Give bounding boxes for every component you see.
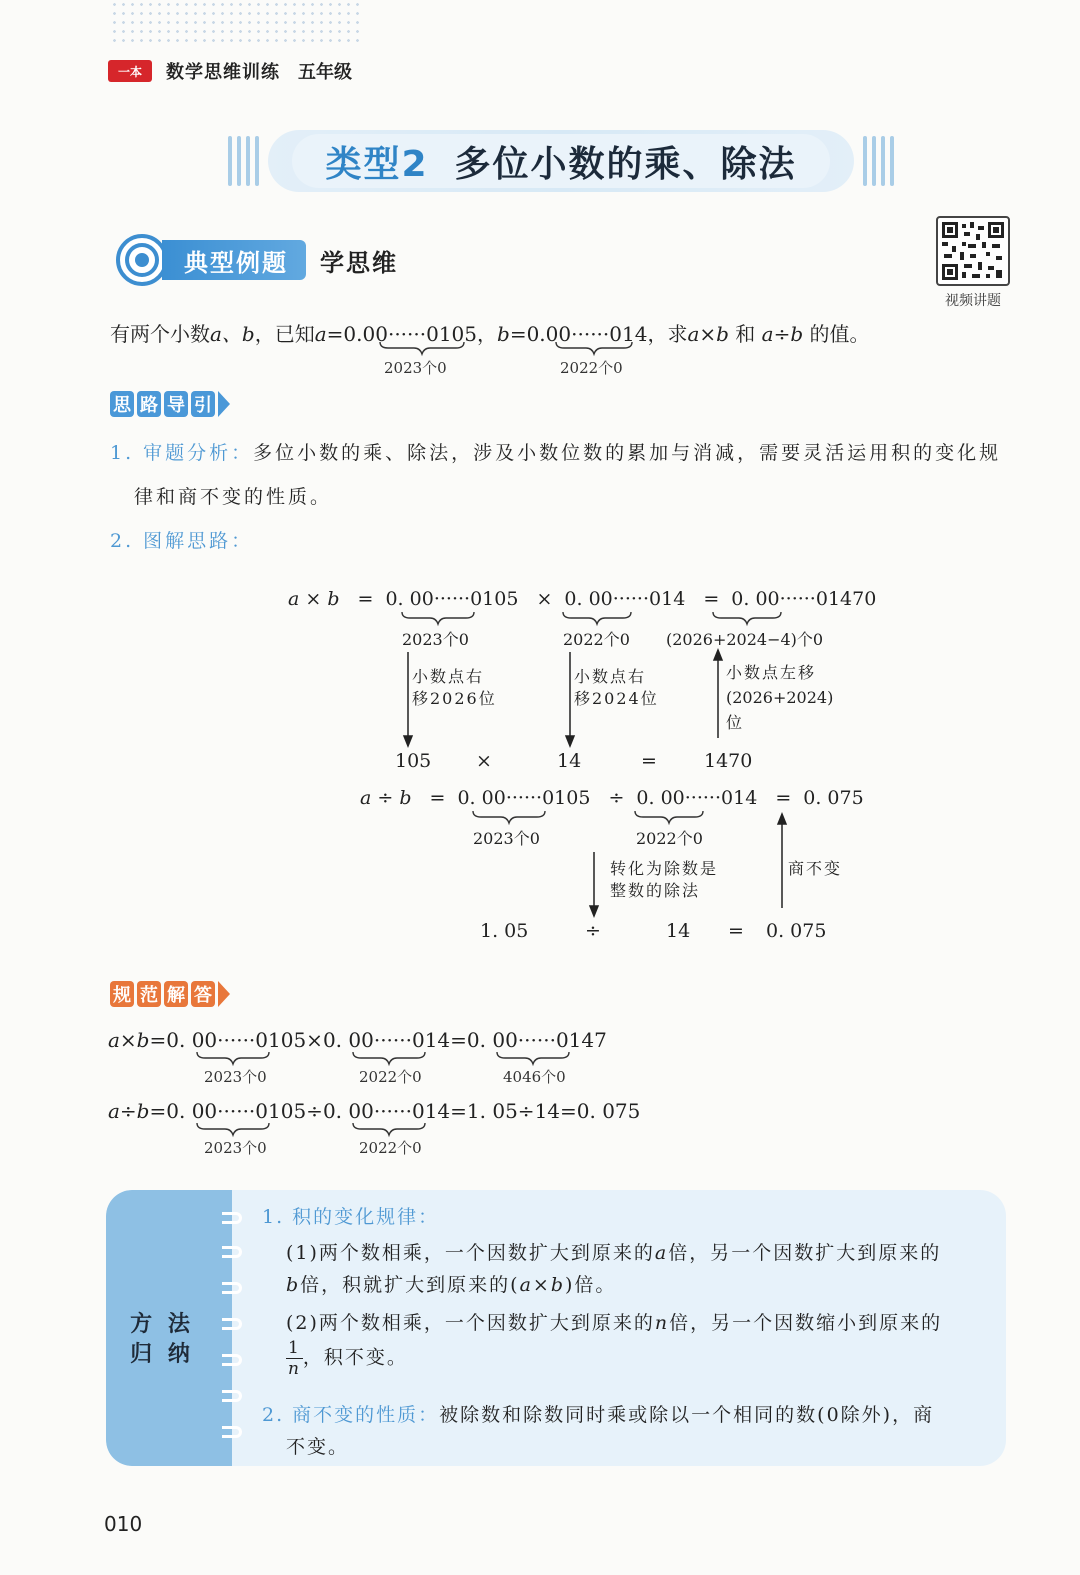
- a-brace-label: 2023个0: [384, 359, 447, 377]
- section-title: 典型例题: [162, 240, 306, 280]
- b-brace-label: 2022个0: [560, 359, 623, 377]
- banner-pill: [268, 130, 854, 192]
- page-header: [108, 58, 352, 84]
- diagram-mul-bottom-a: 105: [395, 750, 432, 772]
- diagram-mul-bottom-b: 14: [557, 750, 582, 772]
- answer-l2-b-brace: 2022个0: [359, 1139, 422, 1157]
- target-icon: [116, 234, 168, 286]
- answer-tag: 规 范 解 答: [110, 980, 230, 1008]
- decorative-dots: [110, 0, 360, 48]
- answer-line-2: a÷b=0. 00······0105÷0. 00······014=1. 05÷14=0. 075: [108, 1099, 641, 1123]
- diagram-div-b-brace: 2022个0: [636, 829, 703, 848]
- banner-title: [325, 136, 796, 187]
- b-zeros: 00······: [545, 322, 610, 346]
- diagram-mul-bottom-eq: =: [641, 750, 657, 772]
- section-heading: [116, 234, 398, 286]
- series-title: 数学思维训练: [166, 62, 280, 83]
- answer-l1-b-brace: 2022个0: [359, 1068, 422, 1086]
- method-rule-1a: (1)两个数相乘，一个因数扩大到原来的a倍，另一个因数扩大到原来的: [286, 1242, 942, 1264]
- method-summary-box: [106, 1190, 1006, 1466]
- diagram-mul-r-brace: (2026+2024−4)个0: [666, 630, 824, 649]
- method-heading-1: 1. 积的变化规律：: [262, 1206, 440, 1228]
- diagram-mul-a-brace: 2023个0: [402, 630, 469, 649]
- grade-label: 五年级: [298, 62, 352, 83]
- note-shift-a: 小数点右 移2026位: [412, 667, 497, 708]
- binder-ring-icon: [222, 1246, 242, 1258]
- diagram-div-bottom-a: 1. 05: [480, 920, 529, 942]
- diagram-div-bottom-div: ÷: [585, 920, 601, 942]
- binder-ring-icon: [222, 1390, 242, 1402]
- guide-item-1-cont: 律和商不变的性质。: [134, 486, 333, 508]
- diagram-div-bottom-eq: =: [728, 920, 744, 942]
- binder-ring-icon: [222, 1426, 242, 1438]
- method-rule-3a: 2. 商不变的性质：被除数和除数同时乘或除以一个相同的数(0除外)，商: [262, 1404, 935, 1426]
- diagram-mul-line: a × b = 0. 00······0105 × 0. 00······014 = 0. 00······01470: [288, 588, 877, 610]
- a-zeros: 00······: [362, 322, 427, 346]
- answer-l2-a-brace: 2023个0: [204, 1139, 267, 1157]
- banner-title-text: 多位小数的乘、除法: [454, 143, 797, 185]
- diagram-mul-b-brace: 2022个0: [563, 630, 630, 649]
- brand-tag: 一本: [108, 60, 152, 82]
- diagram-div-bottom-r: 0. 075: [766, 920, 827, 942]
- note-convert: 转化为除数是 整数的除法: [610, 859, 719, 900]
- problem-statement: 有两个小数a、b，已知a=0.00······0105，b=0.00······014，求a×b 和 a÷b 的值。: [110, 322, 870, 346]
- binder-ring-icon: [222, 1212, 242, 1224]
- banner-type-label: 类型2: [325, 143, 429, 185]
- note-quotient: 商不变: [788, 859, 843, 878]
- method-label: 方 法 归 纳: [130, 1312, 194, 1367]
- binder-ring-icon: [222, 1318, 242, 1330]
- title-banner: [228, 130, 894, 192]
- binder-ring-icon: [222, 1282, 242, 1294]
- method-rule-2a: (2)两个数相乘，一个因数扩大到原来的n倍，另一个因数缩小到原来的: [286, 1312, 943, 1334]
- answer-l1-a-brace: 2023个0: [204, 1068, 267, 1086]
- note-shift-r: 小数点左移 (2026+2024) 位: [726, 663, 834, 732]
- binder-ring-icon: [222, 1354, 242, 1366]
- qr-code-icon[interactable]: [936, 216, 1010, 286]
- answer-line-1: a×b=0. 00······0105×0. 00······014=0. 00······0147: [108, 1028, 607, 1052]
- method-rule-1b: b倍，积就扩大到原来的(a×b)倍。: [286, 1274, 617, 1296]
- answer-l1-r-brace: 4046个0: [503, 1068, 566, 1086]
- section-subtitle: 学思维: [320, 248, 398, 277]
- qr-label: 视频讲题: [945, 293, 1001, 309]
- page-number: 010: [104, 1512, 143, 1536]
- diagram-div-a-brace: 2023个0: [473, 829, 540, 848]
- banner-bars-right: [860, 136, 894, 186]
- guide-item-1: 1. 审题分析：多位小数的乘、除法，涉及小数位数的累加与消减，需要灵活运用积的变化规: [110, 442, 1002, 464]
- fraction-one-over-n: $\frac{1}{n}$: [287, 1338, 301, 1379]
- banner-bars-left: [228, 136, 262, 186]
- diagram-mul-bottom-r: 1470: [704, 750, 753, 772]
- diagram-div-bottom-b: 14: [666, 920, 691, 942]
- note-shift-b: 小数点右 移2024位: [574, 667, 659, 708]
- diagram-mul-bottom-times: ×: [476, 750, 492, 772]
- guide-tag: 思 路 导 引: [110, 390, 230, 418]
- diagram-div-line: a ÷ b = 0. 00······0105 ÷ 0. 00······014 = 0. 075: [360, 787, 864, 809]
- guide-item-2: 2. 图解思路：: [110, 530, 254, 552]
- method-rule-3b: 不变。: [286, 1436, 350, 1458]
- method-rule-2b: $\frac{1}{n}$ ，积不变。: [287, 1338, 408, 1379]
